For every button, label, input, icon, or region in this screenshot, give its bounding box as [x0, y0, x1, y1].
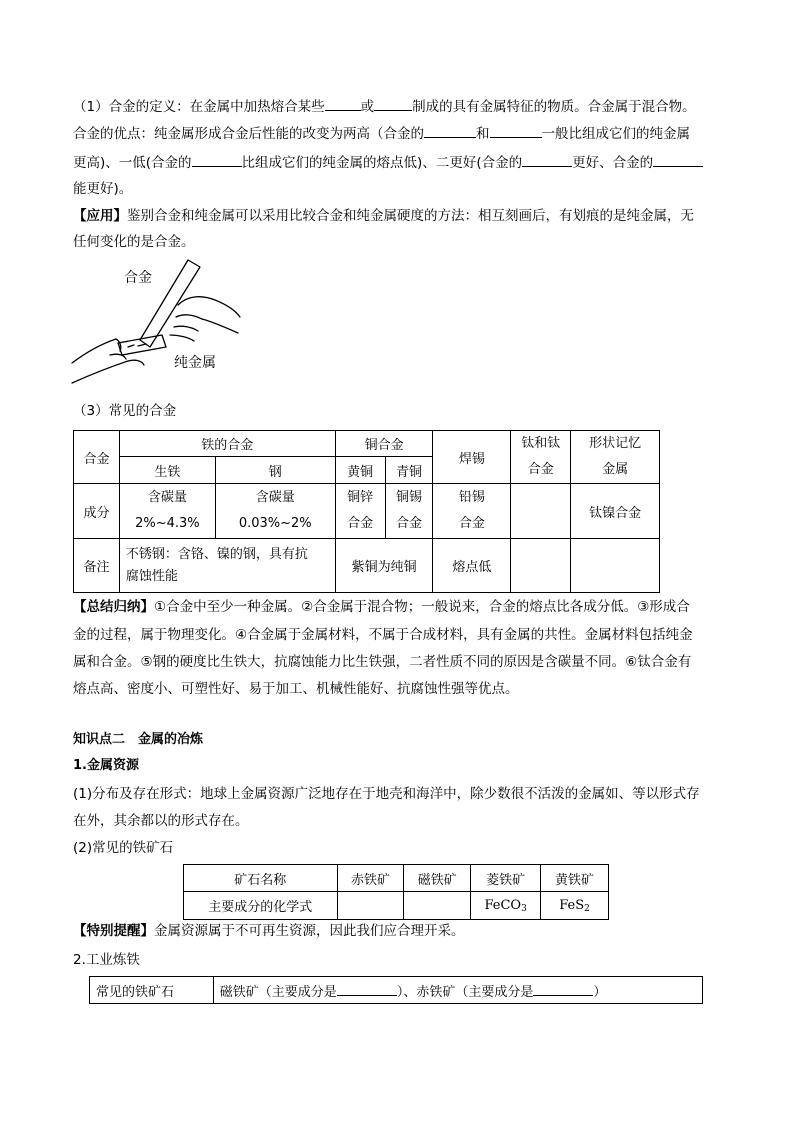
ore-header-hematite: 赤铁矿	[337, 865, 404, 892]
figure-label-pure-metal: 纯金属	[174, 355, 216, 371]
knowledge-point-heading: 知识点二 金属的冶炼	[73, 732, 204, 747]
alloy-advantages: 合金的优点：纯金属形成合金后性能的改变为两高（合金的 和 一般比组成它们的纯金属	[73, 126, 690, 142]
summary-line-1: 【总结归纳】①合金中至少一种金属。②合金属于混合物；一般说来，合金的熔点比各成分低。③形成合	[73, 599, 690, 615]
ore-row-formula-label: 主要成分的化学式	[184, 892, 338, 920]
header-titanium-alloy: 钛和钛 合金	[511, 431, 571, 484]
answer-blank[interactable]	[325, 97, 361, 111]
reminder-tag: 【特别提醒】	[73, 923, 154, 939]
summary-line-3: 属和合金。⑤钢的硬度比生铁大，抗腐蚀能力比生铁强，二者性质不同的原因是含碳量不同。⑥钛合金有	[73, 654, 692, 670]
application-line-1: 【应用】鉴别合金和纯金属可以采用比较合金和纯金属硬度的方法：相互刻画后，有划痕的是纯金属，无	[73, 208, 694, 224]
ore-main-components: 磁铁矿（主要成分是 ）、赤铁矿（主要成分是 ）	[213, 977, 702, 1004]
answer-blank[interactable]	[424, 124, 476, 138]
iron-alloy-note: 不锈钢：含铬、镍的钢，具有抗 腐蚀性能	[119, 539, 335, 593]
titanium-note	[511, 539, 571, 593]
ore-header-name: 矿石名称	[184, 865, 338, 892]
summary-line-4: 熔点高、密度小、可塑性好、易于加工、机械性能好、抗腐蚀性强等优点。	[73, 681, 519, 697]
answer-blank[interactable]	[374, 97, 412, 111]
bronze-composition: 铜锡 合金	[385, 484, 433, 539]
solder-composition: 铅锡 合金	[433, 484, 511, 539]
alloy-advantages-end: 能更好)。	[73, 181, 133, 197]
ore-header-magnetite: 磁铁矿	[404, 865, 471, 892]
alloy-definition: （1）合金的定义：在金属中加热熔合某些 或 制成的具有金属特征的物质。合金属于混合物。	[73, 99, 696, 115]
answer-blank[interactable]	[522, 153, 572, 167]
industrial-iron-table	[89, 976, 703, 1004]
copper-alloy-note: 紫铜为纯铜	[335, 539, 433, 593]
iron-ore-heading: (2)常见的铁矿石	[73, 840, 174, 856]
industrial-iron-heading: 2.工业炼铁	[73, 952, 140, 968]
shape-memory-composition: 钛镍合金	[571, 484, 660, 539]
figure-label-alloy: 合金	[124, 270, 152, 286]
distribution-line-2: 在外，其余都以的形式存在。	[73, 813, 249, 829]
header-bronze: 青铜	[385, 457, 433, 484]
row-label-composition: 成分	[74, 484, 120, 539]
summary-tag: 【总结归纳】	[73, 599, 154, 615]
pig-iron-composition: 含碳量 2%~4.3%	[119, 484, 215, 539]
special-reminder: 【特别提醒】金属资源属于不可再生资源，因此我们应合理开采。	[73, 923, 465, 939]
row-label-notes: 备注	[74, 539, 120, 593]
titanium-composition	[511, 484, 571, 539]
brass-composition: 铜锌 合金	[335, 484, 385, 539]
header-alloy: 合金	[74, 431, 120, 484]
pyrite-formula: FeS$_2$	[541, 892, 609, 920]
alloy-advantages-cont: 更高)、一低(合金的 比组成它们的纯金属的熔点低)、二更好(合金的 更好、合金的	[73, 153, 723, 172]
common-alloys-table	[73, 430, 660, 593]
header-brass: 黄铜	[335, 457, 385, 484]
header-copper-alloy: 铜合金	[335, 431, 433, 457]
application-line-2: 任何变化的是合金。	[73, 234, 195, 250]
iron-ore-table	[183, 864, 609, 920]
ore-header-siderite: 菱铁矿	[471, 865, 541, 892]
header-steel: 钢	[215, 457, 335, 484]
answer-blank[interactable]	[653, 153, 703, 167]
answer-blank[interactable]	[337, 982, 397, 996]
magnetite-formula[interactable]	[404, 892, 471, 920]
steel-composition: 含碳量 0.03%~2%	[215, 484, 335, 539]
siderite-formula: FeCO$_3$	[471, 892, 541, 920]
summary-line-2: 金的过程，属于物理变化。④合金属于金属材料，不属于合成材料，具有金属的共性。金属材料包括纯金	[73, 627, 693, 643]
hematite-formula[interactable]	[337, 892, 404, 920]
header-solder: 焊锡	[433, 431, 511, 484]
solder-note: 熔点低	[433, 539, 511, 593]
answer-blank[interactable]	[490, 124, 542, 138]
answer-blank[interactable]	[192, 153, 242, 167]
header-shape-memory: 形状记忆 金属	[571, 431, 660, 484]
header-iron-alloy: 铁的合金	[119, 431, 335, 457]
answer-blank[interactable]	[533, 982, 593, 996]
scratch-test-illustration	[70, 255, 245, 395]
ore-type-label: 常见的铁矿石	[90, 977, 214, 1004]
shape-memory-note	[571, 539, 660, 593]
application-tag: 【应用】	[73, 208, 127, 224]
distribution-line-1: (1)分布及存在形式：地球上金属资源广泛地存在于地壳和海洋中，除少数很不活泼的金属如、等以形式存	[73, 786, 700, 802]
common-alloys-heading: （3）常见的合金	[73, 403, 177, 419]
metal-resources-heading: 1.金属资源	[73, 758, 139, 773]
ore-header-pyrite: 黄铁矿	[541, 865, 609, 892]
header-pig-iron: 生铁	[119, 457, 215, 484]
